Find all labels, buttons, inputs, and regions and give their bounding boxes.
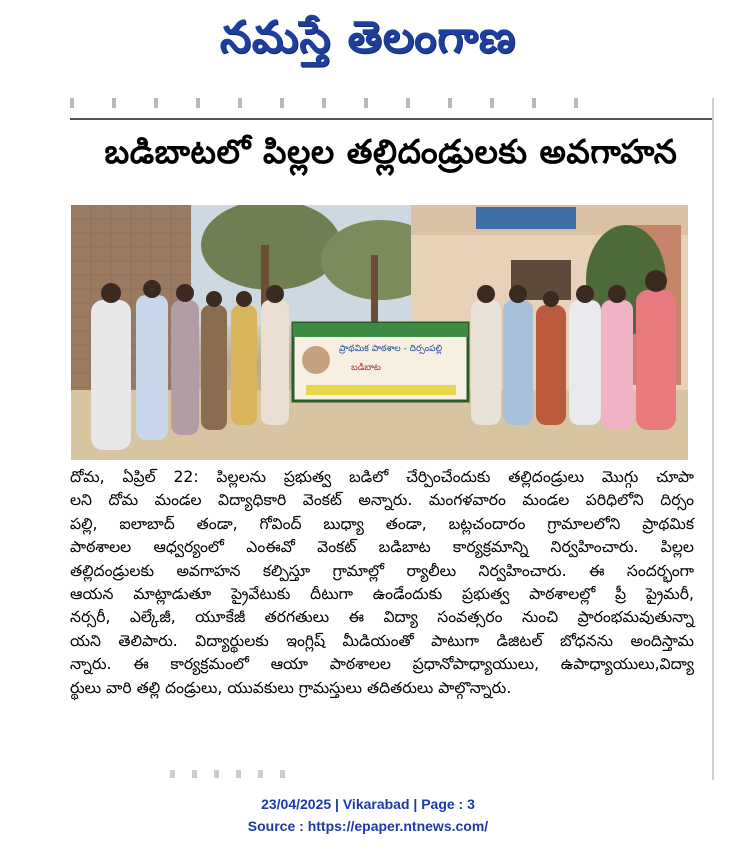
article-line: యని తెలిపారు. విద్యార్థులకు ఇంగ్లిష్ మీడియంతో పాటుగా డిజిటల్ బోధనను అందిస్తామ bbox=[70, 631, 694, 650]
source-link[interactable]: Source : https://epaper.ntnews.com/ bbox=[247, 818, 489, 834]
article-headline: బడిబాటలో పిల్లల తల్లిదండ్రులకు అవగాహన bbox=[104, 132, 678, 171]
newspaper-logo: నమస్తే తెలంగాణ bbox=[219, 12, 517, 63]
article-line: లని దోమ మండల విద్యాధికారి వెంకట్ అన్నారు. మంగళవారం మండల పరిధిలోని దిర్సం bbox=[70, 491, 694, 510]
edition-info: 23/04/2025 | Vikarabad | Page : 3 bbox=[261, 796, 475, 812]
article-line: దోమ, ఏప్రిల్ 22: పిల్లలను ప్రభుత్వ బడిలో చేర్పించేందుకు తల్లిదండ్రులు మొగ్గు చూపా bbox=[70, 468, 694, 486]
article-line: తల్లిదండ్రులకు అవగాహన కల్పిస్తూ గ్రామాల్లో ర్యాలీలు నిర్వహించారు. ఈ సందర్భంగా bbox=[70, 561, 694, 580]
cut-text-remnant bbox=[170, 770, 290, 778]
article-line: నర్సరీ, ఎల్కేజీ, యూకేజీ తరగతులు ఈ విద్యా సంవత్సరం నుంచి ప్రారంభమవుతున్నా bbox=[70, 608, 694, 627]
article-line: ఆయన మాట్లాడుతూ ప్రైవేటుకు దీటుగా ఉండేందుకు ప్రభుత్వ పాఠశాలల్లో ప్రీ ప్రైమరీ, bbox=[70, 585, 694, 604]
headline-rule bbox=[70, 118, 712, 120]
photo-illustration bbox=[71, 205, 688, 460]
article-body bbox=[70, 466, 694, 700]
cut-text-remnant bbox=[70, 98, 610, 108]
news-photo bbox=[71, 205, 688, 460]
article-line: పాఠశాలల ఆధ్వర్యంలో ఎంఈవో వెంకట్ బడిబాట కార్యక్రమాన్ని నిర్వహించారు. పిల్లల bbox=[70, 538, 694, 557]
article-line: న్నారు. ఈ కార్యక్రమంలో ఆయా పాఠశాలల ప్రధానోపాధ్యాయులు, ఉపాధ్యాయులు,విద్యా bbox=[70, 655, 694, 674]
banner-text-line-2: బడిబాట bbox=[351, 363, 382, 373]
article-line: ర్థులు వారి తల్లి దండ్రులు, యువకులు గ్రామస్తులు తదితరులు పాల్గొన్నారు. bbox=[70, 678, 512, 697]
banner-text-line-1: ప్రాథమిక పాఠశాల - దిర్సంపల్లి bbox=[339, 344, 443, 354]
masthead bbox=[0, 0, 736, 86]
article-line: పల్లి, ఐలాబాద్ తండా, గోవింద్ బుధ్యా తండా, బట్లచందారం గ్రామాలలోని ప్రాథమిక bbox=[70, 514, 694, 533]
